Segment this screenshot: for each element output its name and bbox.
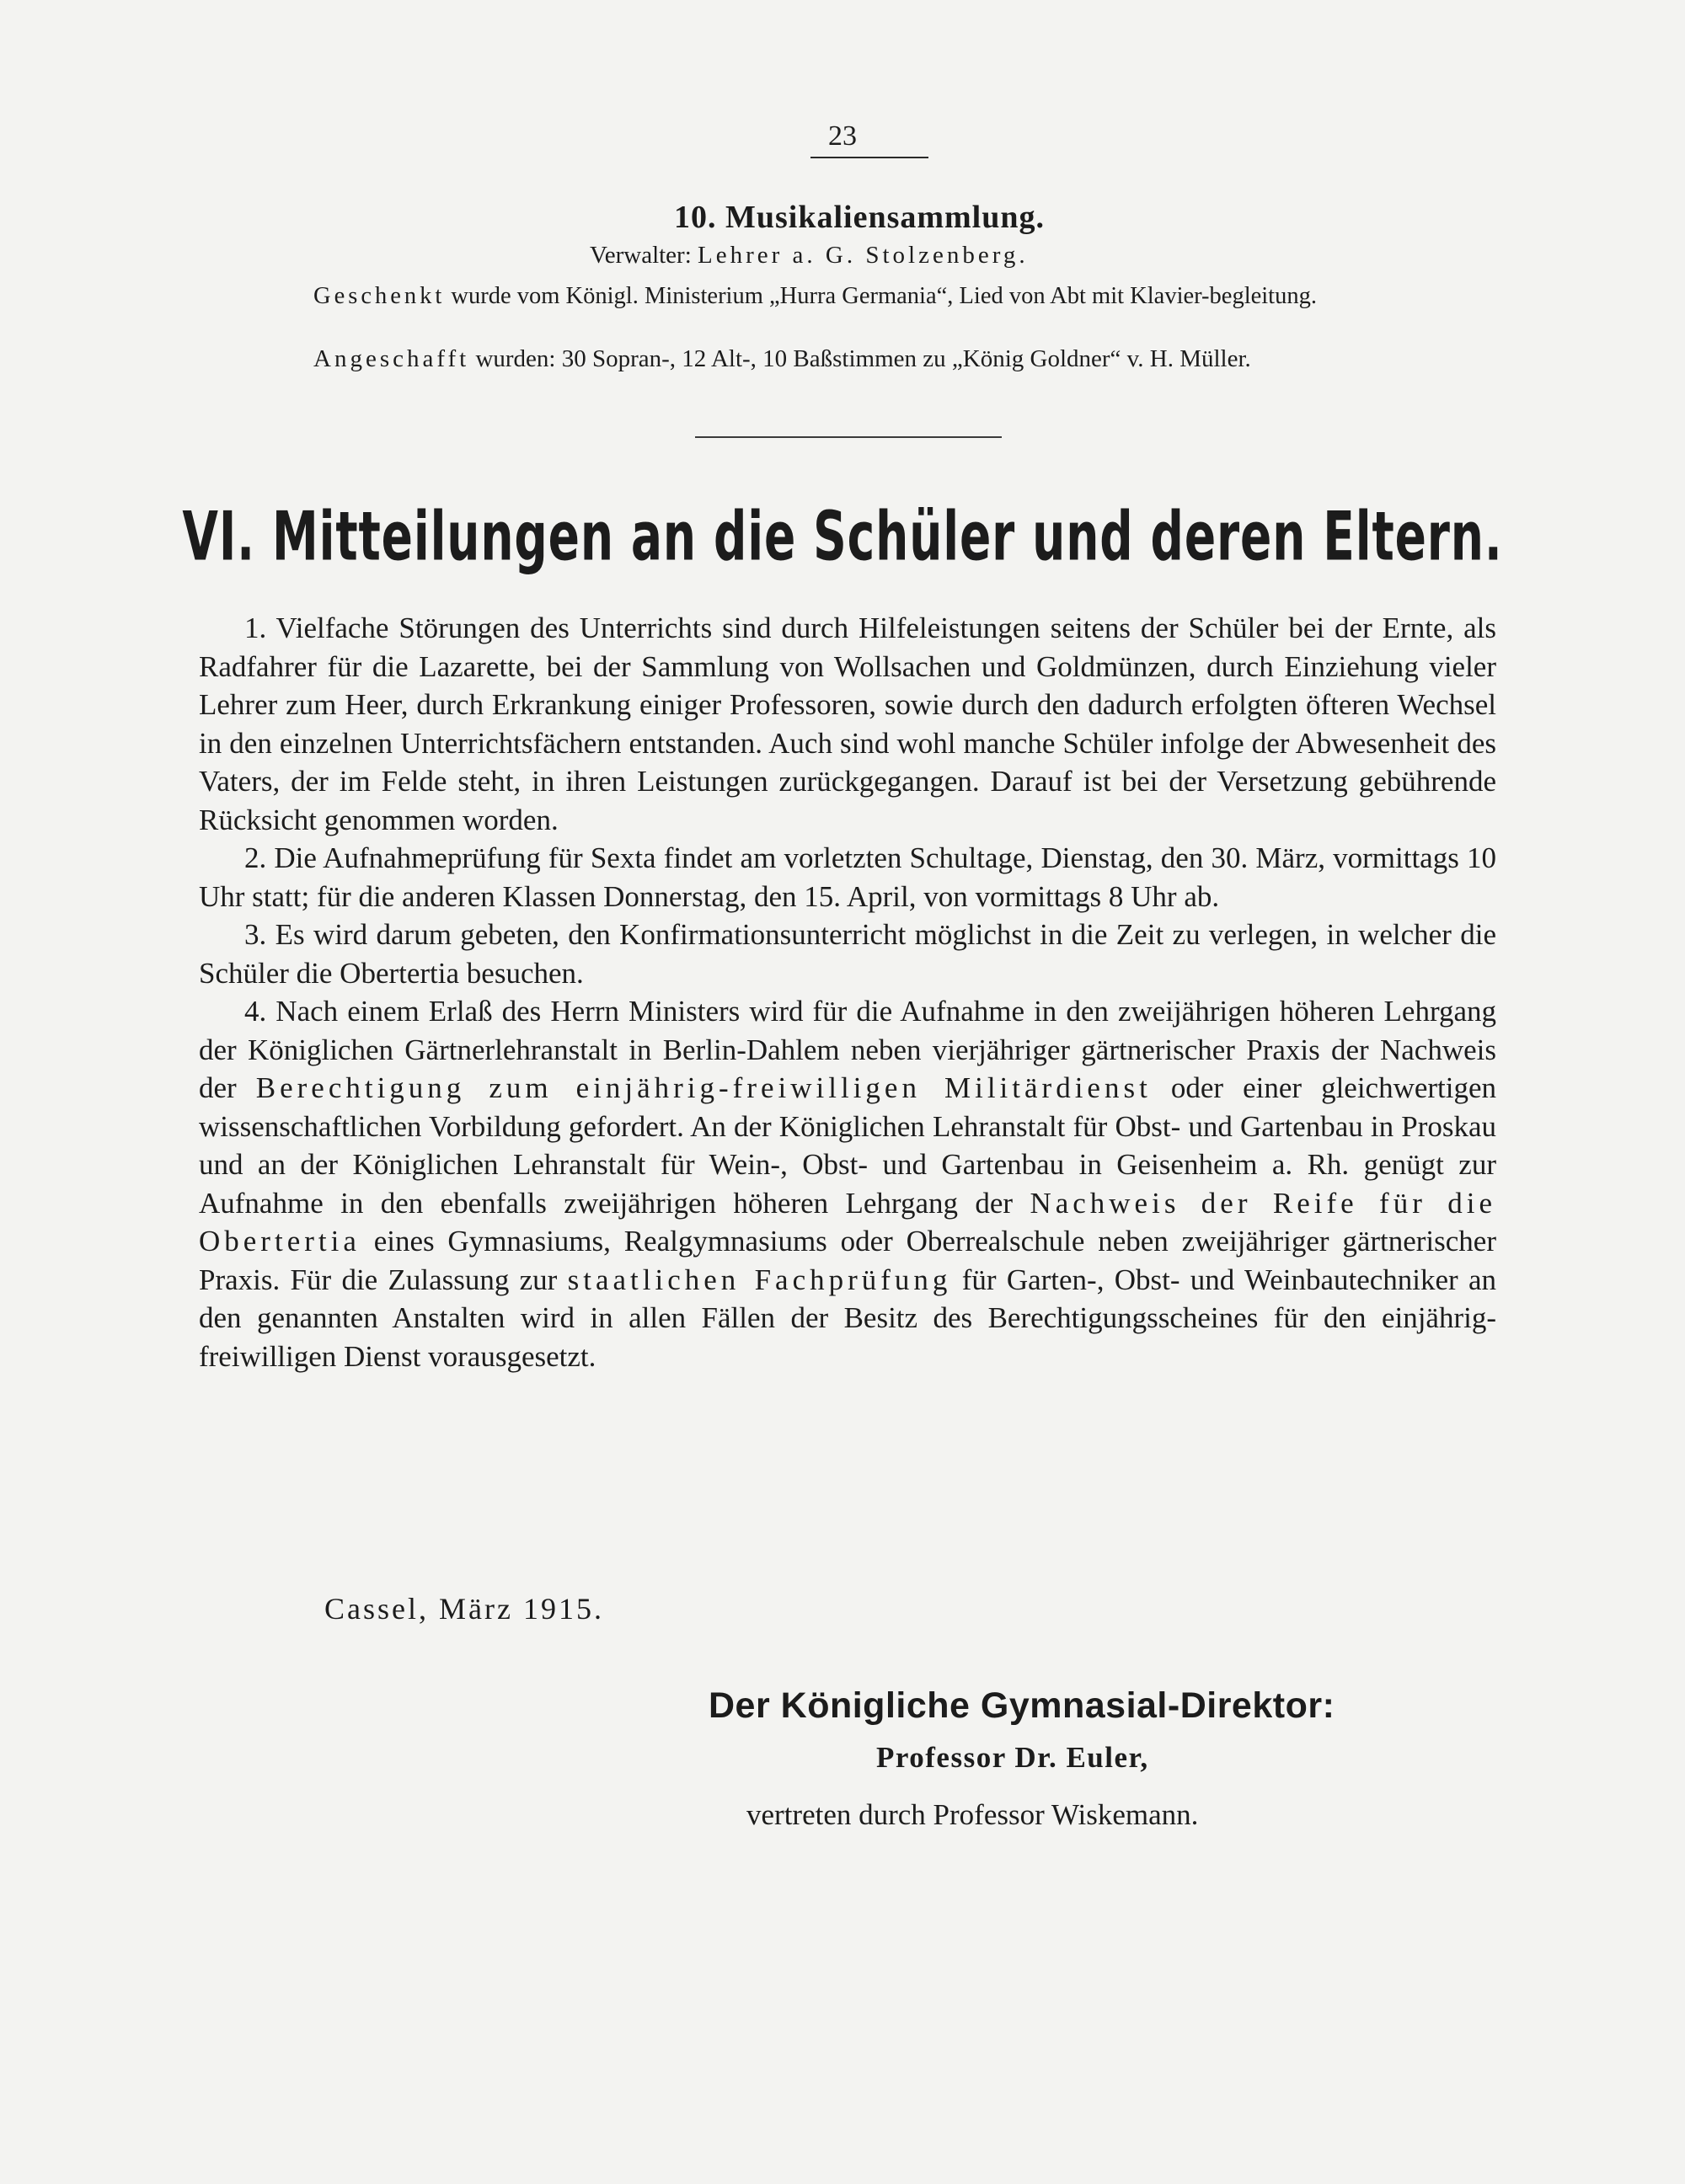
- verwalter-line: [590, 240, 1180, 270]
- chapter-heading: VI. Mitteilungen an die Schüler und deren Eltern.: [182, 498, 1503, 577]
- paragraph-4-part-c: oder einer gleichwertigen wissenschaftlichen Vorbildung gefordert. An der Königlichen Lehranstalt für Obst- und Gartenbau in Proskau und an der Königlichen Lehranstalt für Wein-, Obst- und Gartenbau in Geisenheim a. Rh. genügt zur Aufnahme in den ebenfalls zweijährigen höheren Lehrgang der: [199, 1071, 1497, 1220]
- paragraph-1: 1. Vielfache Störungen des Unterrichts sind durch Hilfeleistungen seitens der Schüler bei der Ernte, als Radfahrer für die Lazarette, bei der Sammlung von Wollsachen und Goldmünzen, durch Einziehung vieler Lehrer zum Heer, durch Erkrankung einiger Professoren, sowie durch den dadurch erfolgten öfteren Wechsel in den einzelnen Unterrichtsfächern entstanden. Auch sind wohl manche Schüler infolge der Abwesenheit des Vaters, der im Felde steht, in ihren Leistungen zurückgegangen. Darauf ist bei der Versetzung gebührende Rücksicht genommen worden.: [199, 611, 1496, 836]
- geschenkt-label: Geschenkt: [313, 283, 446, 309]
- signature-title: Der Königliche Gymnasial-Direktor:: [709, 1685, 1335, 1726]
- angeschafft-label: Angeschafft: [313, 345, 470, 372]
- angeschafft-text: wurden: 30 Sopran-, 12 Alt-, 10 Baßstimmen zu „König Goldner“ v. H. Müller.: [475, 345, 1251, 372]
- paragraph-4-emphasis-berechtigung: Berechtigung zum einjährig-freiwilligen Militärdienst: [255, 1071, 1152, 1104]
- geschenkt-text: wurde vom Königl. Ministerium „Hurra Germania“, Lied von Abt mit Klavier-begleitung.: [451, 283, 1317, 309]
- geschenkt-paragraph: [313, 280, 1503, 312]
- signature-deputy: vertreten durch Professor Wiskemann.: [746, 1798, 1199, 1831]
- paragraph-4-part-e: eines Gymnasiums, Realgymnasiums oder Oberrealschule neben zweijähriger gärtnerischer Praxis. Für die Zulassung zur: [199, 1225, 1496, 1296]
- page-number-rule: [810, 157, 928, 158]
- paragraph-4-emphasis-reife: Nachweis der Reife für die Obertertia: [199, 1186, 1496, 1258]
- paragraph-2: 2. Die Aufnahmeprüfung für Sexta findet am vorletzten Schultage, Dienstag, den 30. März, vormittags 10 Uhr statt; für die anderen Klassen Donnerstag, den 15. April, von vormittags 8 Uhr ab.: [199, 841, 1496, 913]
- paragraph-4: [199, 992, 1496, 1375]
- body-text: [199, 609, 1496, 1375]
- paragraph-4-part-a: 4. Nach einem Erlaß des Herrn Ministers wird für die Aufnahme in den zweijährigen höheren Lehrgang der Königlichen Gärtnerlehranstalt in Berlin-Dahlem neben vierjähriger gärtnerischer Praxis der Nachweis der: [199, 995, 1496, 1104]
- verwalter-label: Verwalter:: [590, 242, 692, 269]
- paragraph-4-part-g: für Garten-, Obst- und Weinbautechniker an den genannten Anstalten wird in allen Fällen der Besitz des Berechtigungsscheines für den einjährig-freiwilligen Dienst vorausgesetzt.: [199, 1263, 1497, 1373]
- section-title: 10. Musikaliensammlung.: [673, 200, 1046, 235]
- page-number: 23: [828, 120, 857, 152]
- section-divider: [695, 436, 1002, 438]
- signature-name: Professor Dr. Euler,: [876, 1741, 1149, 1774]
- paragraph-4-emphasis-fachpruefung: staatlichen Fachprüfung: [567, 1263, 952, 1296]
- angeschafft-line: [313, 344, 1503, 374]
- verwalter-name: Lehrer a. G. Stolzenberg.: [698, 242, 1029, 269]
- place-date: Cassel, März 1915.: [324, 1592, 604, 1626]
- paragraph-3: 3. Es wird darum gebeten, den Konfirmationsunterricht möglichst in die Zeit zu verlegen, in welcher die Schüler die Obertertia besuchen.: [199, 918, 1496, 990]
